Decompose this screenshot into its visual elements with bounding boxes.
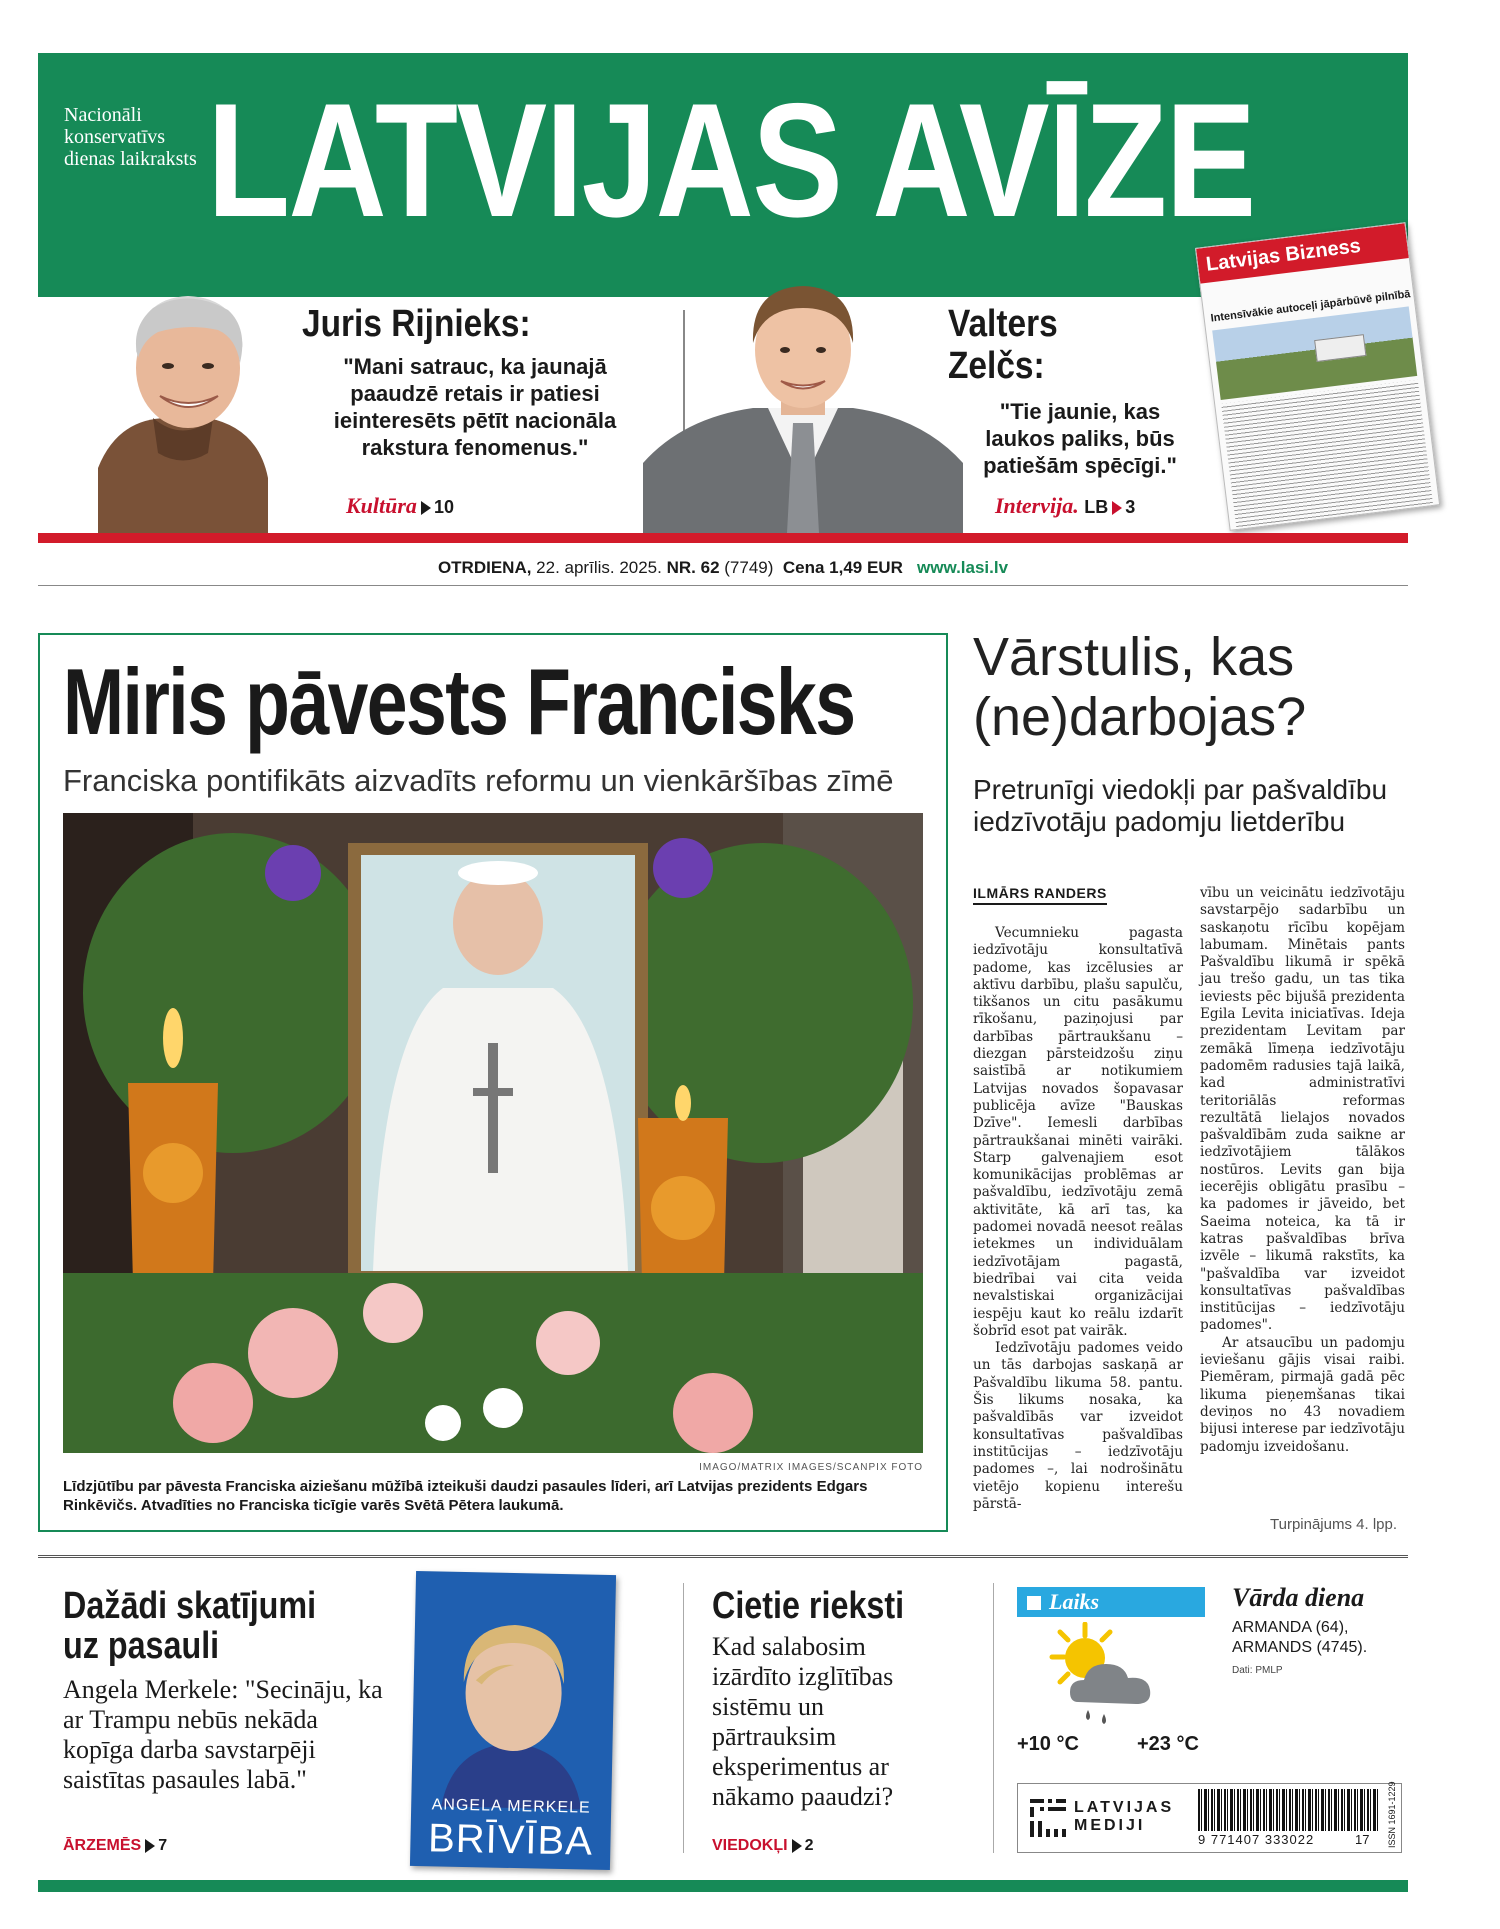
weather-header xyxy=(1017,1587,1205,1617)
teaser-section-label: Kultūra xyxy=(346,493,417,518)
teaser-name-zelcs-1: Valters xyxy=(948,303,1058,345)
weather-title: Laiks xyxy=(1049,1589,1100,1614)
teaser-photo-rijnieks xyxy=(98,268,268,533)
article-column-2 xyxy=(1200,885,1405,1456)
book-cover xyxy=(410,1571,616,1870)
publisher-line-1: LATVIJAS xyxy=(1074,1799,1175,1816)
dateline xyxy=(38,553,1408,583)
continued-note[interactable]: Turpinājums 4. lpp. xyxy=(1270,1516,1398,1533)
nameday-line-2: ARMANDS (4745). xyxy=(1232,1639,1368,1656)
footer-bar xyxy=(38,1880,1408,1892)
bottom-middle-headline[interactable]: Cietie rieksti xyxy=(712,1585,905,1627)
book-title: BRĪVĪBA xyxy=(427,1816,594,1864)
barcode xyxy=(1198,1789,1378,1831)
teaser-name-rijnieks: Juris Rijnieks: xyxy=(302,303,531,345)
teaser-ref-kultura[interactable] xyxy=(346,493,454,519)
barcode-suffix: 17 xyxy=(1355,1832,1370,1847)
ref-section: ĀRZEMĒS xyxy=(63,1837,142,1854)
ref-page: 7 xyxy=(158,1837,168,1854)
teaser-name-zelcs-2: Zelčs: xyxy=(948,345,1045,387)
article-paragraph: vību un veicinātu iedzīvotāju savstarpējo sadarbību un saskaņotu rīcību kopējam labumam. Minētais pants Pašvaldību likumā ir spēkā jau trešo gadu, un tas tika ieviests pēc bijušā prezidenta Egila Levita iniciatīvas. Ideja prezidentam Levitam par zemākā līmeņa iedzīvotāju padomēm radusies tajā laikā, kad administratīvi teritoriālās reformas rezultātā lielajos novados pašvaldībām zuda saikne ar iedzīvotājiem tālākos nostūros. Levits gan bija iecerējis obligātu prasību – ka padomes ir jāveido, bet Saeima noteica, ka tā ir katras pašvaldības brīva izvēle – likumā rakstīts, ka "pašvaldība var izveidot konsultatīvas pašvaldības institūcijas – iedzīvotāju padomes". xyxy=(1200,885,1405,1334)
article-paragraph: Iedzīvotāju padomes veido un tās darbojas saskaņā ar Pašvaldību likuma 58. pantu. Šis likums nosaka, ka pašvaldībās var izveidot konsultatīvas pašvaldības institūcijas – iedzīvotāju padomes –, lai nodrošinātu vietējo kopienu interešu pārstā- xyxy=(973,1340,1183,1512)
website-link[interactable]: www.lasi.lv xyxy=(917,558,1009,577)
issn-label: ISSN 1691-1229 xyxy=(1387,1781,1397,1848)
arrow-right-icon xyxy=(421,501,431,515)
arrow-right-icon xyxy=(145,1839,155,1853)
arrow-right-icon xyxy=(1112,501,1122,515)
nameday-title: Vārda diena xyxy=(1232,1583,1365,1612)
article-paragraph: Vecumnieku pagasta iedzīvotāju konsultatīvā padome, kas izcēlusies ar aktīvu darbību, plašu sapulču, tikšanos un citu pasākumu rīkošanu, paziņojusi par darbības pārtraukšanu – diezgan pārsteidzošu ziņu saistībā ar notikumiem Latvijas novados šopavasar publicēja avīze "Bauskas Dzīve". Iemesli darbības pārtraukšanai minēti vairāki. Starp galvenajiem esot komunikācijas problēmas ar pašvaldību, iedzīvotāju zemā aktivitāte, kā arī tas, ka padomei novadā neesot reālas ietekmes un individuālam iedzīvotājam pagastā, biedrībai vai cita veida nevalstiskai organizācijai iespēju kaut ko reālu izdarīt šobrīd esot pat vairāk. xyxy=(973,925,1183,1339)
square-icon xyxy=(1027,1596,1041,1610)
book-author: ANGELA MERKELE xyxy=(431,1796,591,1817)
dateline-date: 22. aprīlis. 2025. xyxy=(536,558,662,577)
main-headline[interactable]: Miris pāvests Francisks xyxy=(63,649,855,754)
publisher-line-2: MEDIJI xyxy=(1074,1817,1146,1834)
supplement-cover[interactable] xyxy=(1195,222,1440,531)
teaser-supplement: LB xyxy=(1084,497,1109,517)
main-photo-pope-portrait xyxy=(63,813,923,1453)
sun-cloud-rain-icon xyxy=(1040,1622,1170,1732)
teaser-page: 3 xyxy=(1125,497,1136,517)
nameday-source: Dati: PMLP xyxy=(1232,1665,1283,1676)
ref-page: 2 xyxy=(804,1837,814,1854)
ref-section: VIEDOKĻI xyxy=(712,1837,788,1854)
arrow-right-icon xyxy=(792,1839,802,1853)
supplement-headline: Intensīvākie autoceļi jāpārbūvē pilnībā xyxy=(1209,288,1412,325)
column-divider xyxy=(993,1583,994,1853)
ref-viedokli[interactable] xyxy=(712,1837,813,1855)
bottom-middle-body: Kad salabosim izārdīto izglītības sistēmu un pārtrauksim eksperimentus ar nākamo paaudzi? xyxy=(712,1632,894,1811)
ref-arzemes[interactable] xyxy=(63,1837,167,1855)
side-subheadline: Pretrunīgi viedokļi par pašvaldību iedzīvotāju padomju lietderību xyxy=(973,774,1388,837)
photo-caption: Līdzjūtību par pāvesta Franciska aiziešanu mūžībā izteikuši daudzi pasaules līderi, arī Latvijas prezidents Edgars Rinkēvičs. Atvadīties no Franciska ticīgie varēs Svētā Pētera laukumā. xyxy=(63,1478,868,1514)
masthead-red-rule xyxy=(38,533,1408,543)
newspaper-logo: LATVIJAS AVĪZE xyxy=(207,70,1255,251)
dateline-issue: NR. 62 xyxy=(666,558,720,577)
article-column-1 xyxy=(973,925,1183,1513)
temp-high: +23 °C xyxy=(1137,1733,1199,1755)
teaser-quote-rijnieks: "Mani satrauc, ka jaunajā paaudzē retais ir patiesi ieinteresēts pētīt nacionāla rakstura fenomenus." xyxy=(333,354,617,460)
teaser-section-label: Intervija. xyxy=(995,493,1079,518)
nameday-line-1: ARMANDA (64), xyxy=(1232,1619,1349,1636)
byline: ILMĀRS RANDERS xyxy=(973,885,1107,905)
dateline-rule xyxy=(38,585,1408,586)
bottom-left-headline-2[interactable]: uz pasauli xyxy=(63,1625,220,1667)
dateline-price: Cena 1,49 EUR xyxy=(782,558,903,577)
bottom-left-headline-1[interactable]: Dažādi skatījumi xyxy=(63,1585,317,1627)
teaser-quote-zelcs: "Tie jaunie, kas laukos paliks, būs patiešām spēcīgi." xyxy=(983,399,1177,478)
article-paragraph: Ar atsaucību un padomju ieviešanu gājis visai raibi. Piemēram, pirmajā gadā pēc likuma pieņemšanas tikai deviņos no 43 novadiem bijusi interese par iedzīvotāju padomju izveidošanu. xyxy=(1200,1334,1405,1455)
teaser-photo-zelcs xyxy=(643,278,963,533)
photo-credit: IMAGO/MATRIX IMAGES/SCANPIX FOTO xyxy=(699,1462,923,1473)
supplement-text-lines xyxy=(1221,380,1435,531)
dateline-issue-total: (7749) xyxy=(724,558,774,577)
column-divider xyxy=(683,1583,684,1853)
teaser-ref-intervija[interactable] xyxy=(995,493,1135,519)
bottom-left-body: Angela Merkele: "Secināju, ka ar Trampu nebūs nekāda kopīga darba savstarpēji saistītas pasaules labā." xyxy=(63,1675,383,1794)
supplement-title: Latvijas Bizness xyxy=(1196,223,1409,283)
temp-low: +10 °C xyxy=(1017,1733,1079,1755)
side-headline[interactable]: Vārstulis, kas (ne)darbojas? xyxy=(973,627,1307,747)
main-subheadline: Franciska pontifikāts aizvadīts reformu un vienkāršības zīmē xyxy=(63,763,894,798)
latvijas-mediji-logo xyxy=(1030,1797,1180,1841)
masthead-tagline: Nacionāli konservatīvs dienas laikraksts xyxy=(64,104,197,170)
barcode-digits: 9 771407 333022 xyxy=(1198,1832,1315,1847)
teaser-page: 10 xyxy=(433,497,454,517)
dateline-day: OTRDIENA, xyxy=(437,558,532,577)
nameday-names xyxy=(1232,1618,1367,1658)
section-rule xyxy=(38,1555,1408,1558)
